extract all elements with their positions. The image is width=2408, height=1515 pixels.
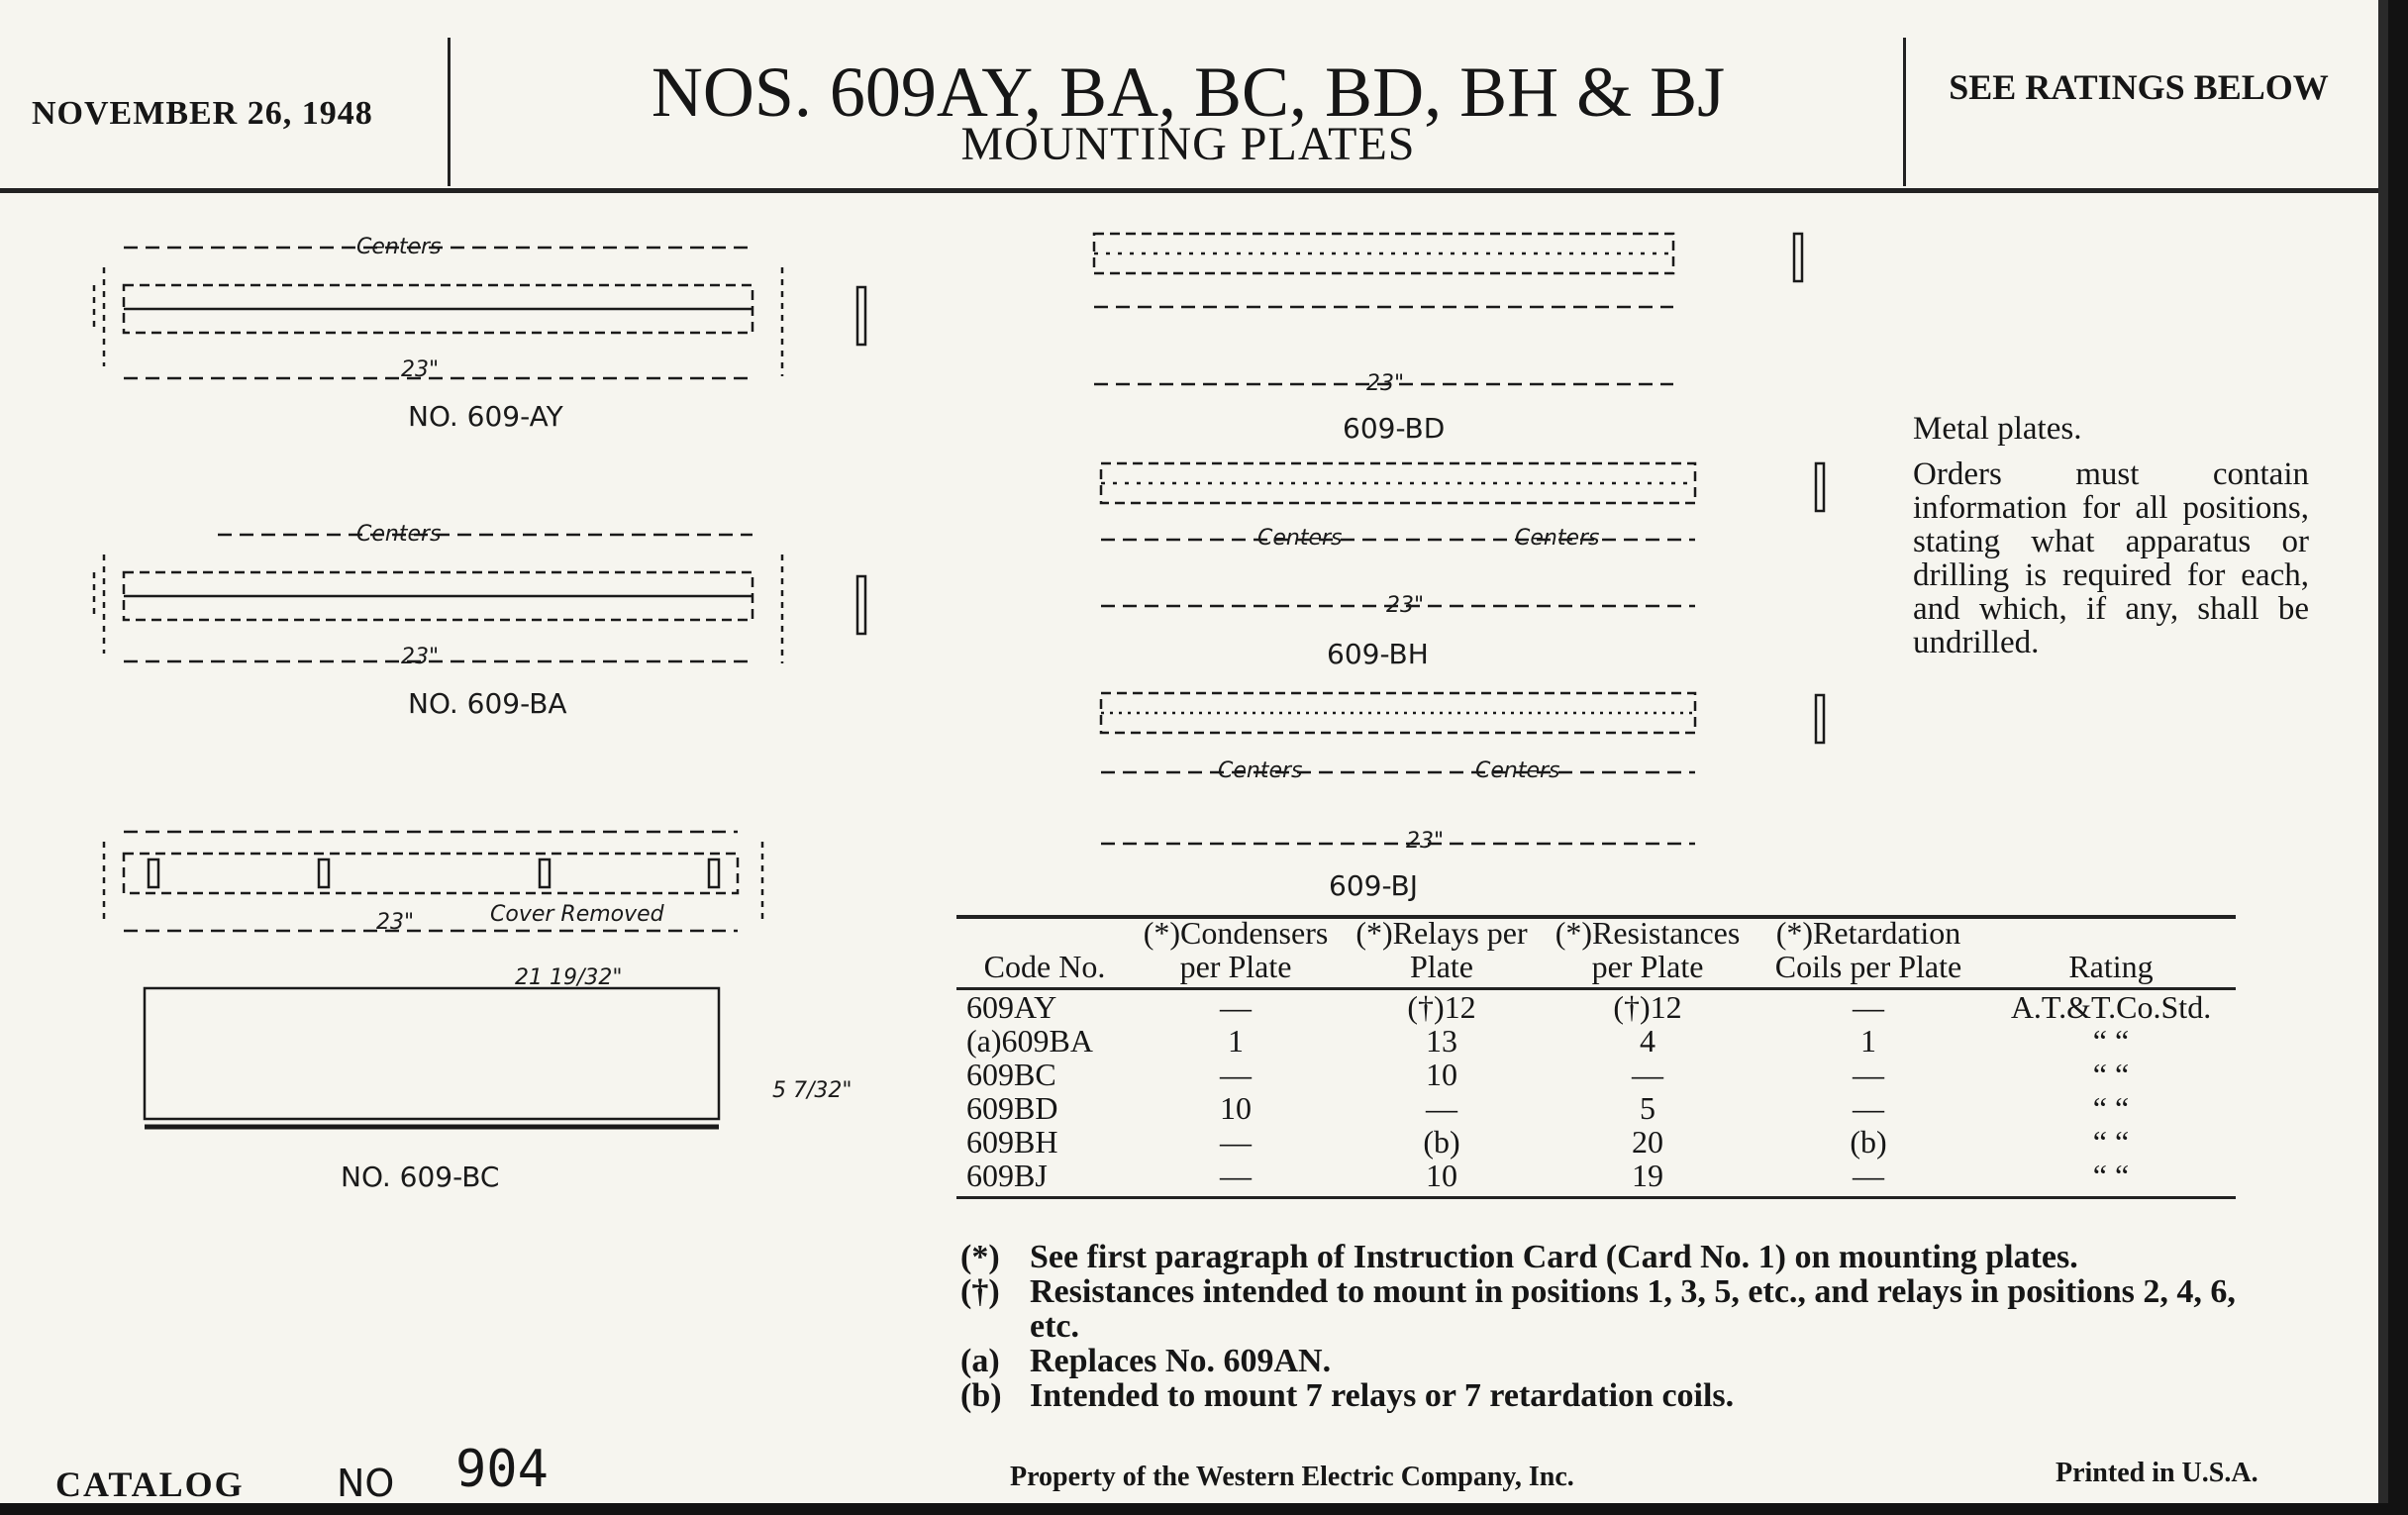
footnote-b: (b) Intended to mount 7 relays or 7 retardation coils.: [960, 1377, 1735, 1414]
catalog-number: 904: [455, 1440, 549, 1499]
code-cell: 609BJ: [966, 1158, 1048, 1193]
code-cell: 609BA: [1001, 1023, 1093, 1059]
bc-inner-length-dim: 21 19/32": [515, 965, 623, 990]
drawing-label-609bj: 609-BJ: [1329, 869, 1419, 902]
ba-length-dim: 23": [401, 645, 440, 669]
footnotes: [960, 1240, 2238, 1413]
catalog-label: CATALOG: [55, 1464, 245, 1504]
bh-centers-dim-2: Centers: [1515, 526, 1600, 551]
col-retardation-coils: (*)Retardation Coils per Plate: [1751, 916, 1986, 989]
property-notice: Property of the Western Electric Company, Inc.: [1010, 1462, 1574, 1492]
drawing-label-609ba: NO. 609-BA: [408, 687, 567, 720]
code-cell: 609BD: [966, 1090, 1058, 1126]
bh-centers-dim-1: Centers: [1257, 526, 1343, 551]
drawing-label-609bh: 609-BH: [1327, 638, 1429, 670]
ratings-note: SEE RATINGS BELOW: [1949, 67, 2329, 107]
col-resistances: (*)Resistances per Plate: [1545, 916, 1751, 989]
page-title: NOS. 609AY, BA, BC, BD, BH & BJ: [651, 52, 1726, 132]
table-row: 609AY — (†)12 (†)12 — A.T.&T.Co.Std.: [966, 989, 2212, 1025]
plate-609bh-drawing: [1101, 463, 1824, 606]
issue-date: NOVEMBER 26, 1948: [32, 95, 373, 132]
code-cell: 609BH: [966, 1124, 1058, 1160]
ba-centers-dim: Centers: [356, 522, 442, 547]
drawing-label-609bc: NO. 609-BC: [341, 1161, 500, 1193]
footnote-asterisk: (*) See first paragraph of Instruction Card (Card No. 1) on mounting plates.: [960, 1239, 2078, 1275]
bd-length-dim: 23": [1366, 371, 1405, 396]
header-rule: [0, 188, 2378, 193]
col-relays: (*)Relays per Plate: [1339, 916, 1545, 989]
table-row: (a)609BA 1 13 4 1 “ “: [966, 1023, 2130, 1059]
footnote-a: (a) Replaces No. 609AN.: [960, 1343, 1332, 1379]
table-row: 609BH — (b) 20 (b) “ “: [966, 1124, 2130, 1160]
bc-height-dim: 5 7/32": [772, 1078, 853, 1103]
col-rating: Rating: [1986, 916, 2236, 989]
bh-length-dim: 23": [1386, 593, 1425, 618]
table-row: 609BD 10 — 5 — “ “: [966, 1090, 2130, 1126]
note-orders: Orders must contain information for all positions, stating what apparatus or drilling is required for each, and which, if any, shall be undrilled.: [1913, 456, 2309, 660]
col-condensers: (*)Condensers per Plate: [1133, 916, 1339, 989]
table-header-row: [956, 916, 2236, 989]
drawing-label-609ay: NO. 609-AY: [408, 400, 563, 433]
footnote-dagger: (†) Resistances intended to mount in positions 1, 3, 5, etc., and relays in positions 2, 4, 6, etc.: [960, 1273, 2236, 1345]
plate-609bd-drawing: [1094, 234, 1802, 384]
plate-notes: [1913, 412, 2309, 671]
col-code: Code No.: [956, 916, 1133, 989]
ratings-table: [956, 916, 2236, 1199]
plate-609ba-drawing: [94, 535, 865, 663]
catalog-number-label: NO: [337, 1462, 395, 1505]
drawing-label-609bd: 609-BD: [1343, 412, 1446, 445]
header-divider-right: [1903, 38, 1906, 186]
table-row: 609BC — 10 — — “ “: [966, 1057, 2130, 1092]
ay-length-dim: 23": [401, 357, 440, 382]
ay-centers-dim: Centers: [356, 235, 442, 259]
page-subtitle: MOUNTING PLATES: [960, 118, 1416, 170]
note-material: Metal plates.: [1913, 411, 2082, 447]
plate-609bj-drawing: [1101, 693, 1824, 844]
bj-length-dim: 23": [1406, 829, 1445, 854]
bj-centers-dim-1: Centers: [1218, 758, 1303, 783]
printed-notice: Printed in U.S.A.: [2056, 1458, 2258, 1488]
plate-609bc-cover-outline: [145, 988, 719, 1127]
table-row: 609BJ — 10 19 — “ “: [956, 1159, 2236, 1198]
header-divider-left: [448, 38, 451, 186]
bc-cover-removed: Cover Removed: [490, 902, 664, 927]
code-cell: 609AY: [966, 989, 1057, 1025]
bc-length-dim: 23": [376, 910, 415, 935]
code-cell: 609BC: [966, 1057, 1056, 1092]
bj-centers-dim-2: Centers: [1475, 758, 1560, 783]
plate-609ay-drawing: [94, 248, 865, 378]
